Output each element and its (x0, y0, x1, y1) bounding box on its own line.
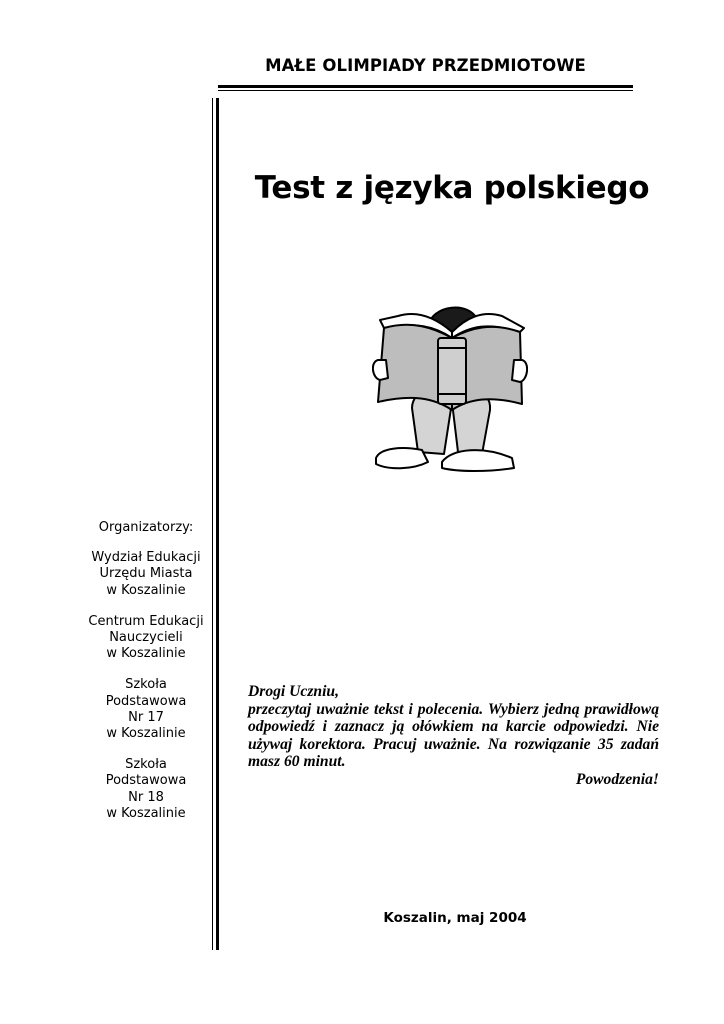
organizer-line: Szkoła (125, 757, 167, 773)
organizer-line: w Koszalinie (106, 582, 186, 598)
sidebar-divider-thin (212, 98, 213, 950)
reading-child-icon (372, 298, 528, 474)
sidebar-divider-thick (216, 98, 219, 950)
organizer-line: Wydział Edukacji (91, 550, 201, 566)
header-rule-thin (218, 90, 633, 91)
organizer-line: Nr 17 (128, 709, 164, 725)
place-date: Koszalin, maj 2004 (383, 910, 527, 926)
organizer-block (80, 614, 212, 663)
organizer-line: Podstawowa (105, 693, 187, 709)
letter-greeting: Drogi Uczniu, (248, 683, 339, 700)
header-title: MAŁE OLIMPIADY PRZEDMIOTOWE (265, 56, 586, 75)
organizers-label: Organizatorzy: (98, 520, 194, 535)
organizer-line: w Koszalinie (106, 726, 186, 742)
organizer-block (80, 757, 212, 822)
organizer-line: Podstawowa (105, 773, 187, 789)
organizer-line: Szkoła (125, 677, 167, 693)
organizer-block (80, 550, 212, 599)
organizer-line: w Koszalinie (106, 646, 186, 662)
organizer-block (80, 677, 212, 742)
organizer-line: Nauczycieli (109, 630, 183, 646)
organizer-line: Centrum Edukacji (88, 613, 204, 629)
page-title: Test z języka polskiego (254, 170, 650, 206)
organizer-line: w Koszalinie (106, 805, 186, 821)
letter-body: przeczytaj uważnie tekst i polecenia. Wybierz jedną prawidłową odpowiedź i zaznacz ją ołówkiem na karcie odpowiedzi. Nie używaj korektora. Pracuj uważnie. Na rozwiązanie 35 zadań masz 60 minut. (248, 700, 659, 771)
organizers-panel (80, 520, 212, 837)
header-rule-thick (218, 85, 633, 88)
letter-closing: Powodzenia! (575, 770, 659, 788)
organizer-line: Nr 18 (128, 789, 164, 805)
instructions-letter (248, 683, 659, 789)
organizer-line: Urzędu Miasta (99, 566, 193, 582)
